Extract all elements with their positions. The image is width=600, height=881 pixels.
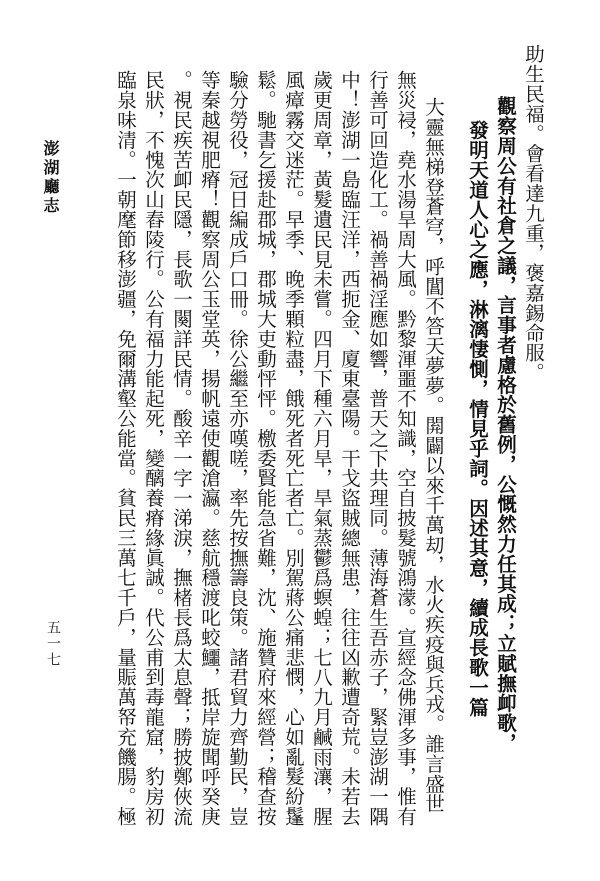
page-number: 五一七: [45, 620, 61, 668]
text-column-4: 大靈無梯登蒼穹，呼閶不答天夢夢。閞闢以來千萬刧，水火疾疫與兵戎。誰言盛世: [422, 97, 445, 814]
text-column-9: 風瘴霧交迷茫。早季、晚季顆粒盡，餓死者死亡者亡。別駕蔣公痛悲憫，心如亂髮紛鬔: [282, 70, 305, 827]
text-column-10: 鬆。馳書乞援赴郡城，郡城大吏動怦怦。檄委賢能急省難，沈、施贊府來經營；稽查按: [254, 70, 277, 827]
text-column-6: 行善可回造化工。禍善禍淫應如響，普天之下共理同。薄海蒼生吾赤子，緊豈澎湖一隅: [366, 70, 389, 827]
text-column-5: 無災祲，堯水湯旱周大風。黔黎渾噩不知識，空自披髮號鴻濛。宣經念佛渾多事，惟有: [394, 70, 417, 827]
text-column-15: 臨泉味清。一朝麾節移澎疆，免爾溝壑公能當。貧民三萬七千戶，量賑萬帑充饑腸。極: [114, 70, 137, 827]
text-column-7: 中！澎湖一島臨汪洋，西扼金、廈東臺陽。干戈盜賊總無患，往往凶歉遭奇荒。未若去: [338, 70, 361, 827]
text-column-11: 驗分勞役，冠日編成戶口冊。徐公繼至亦嘆嗟，率先按撫籌良策。諸君貿力齊勤民，豈: [226, 70, 249, 827]
text-column-8: 歲更周章，黃髮遺民見未嘗。四月下種六月旱，旱氣蒸鬱爲螟蝗；七八九月鹹雨瀼，腥: [310, 70, 333, 827]
text-column-14: 民狀，不愧次山舂陵行。公有福力能起死，變醨養瘠緣眞誠。代公甫到毒龍窟，豹房初: [142, 70, 165, 827]
text-column-1: 助生民福。會看達九重，褒嘉錫命服。: [522, 44, 545, 383]
text-column-2: 觀察周公有社倉之議，言事者慮格於舊例，公慨然力任其成；立賦撫卹歌，: [494, 96, 517, 753]
sidebar-title: 澎湖廳志: [41, 140, 60, 216]
text-column-12: 等秦越視肥瘠！觀察周公玉堂英，揚帆遠使觀滄瀛。慈航穩渡叱蛟鱷，抵岸旋聞呼癸庚: [198, 70, 221, 827]
text-column-3: 發明天道人心之應，淋漓悽惻，情見乎詞。因述其意，續成長歌一篇: [466, 120, 489, 717]
text-column-13: 。視民疾苦卹民隱，長歌一闋詳民情。酸辛一字一涕淚，撫楮長爲太息聲；勝披鄭俠流: [170, 70, 193, 827]
